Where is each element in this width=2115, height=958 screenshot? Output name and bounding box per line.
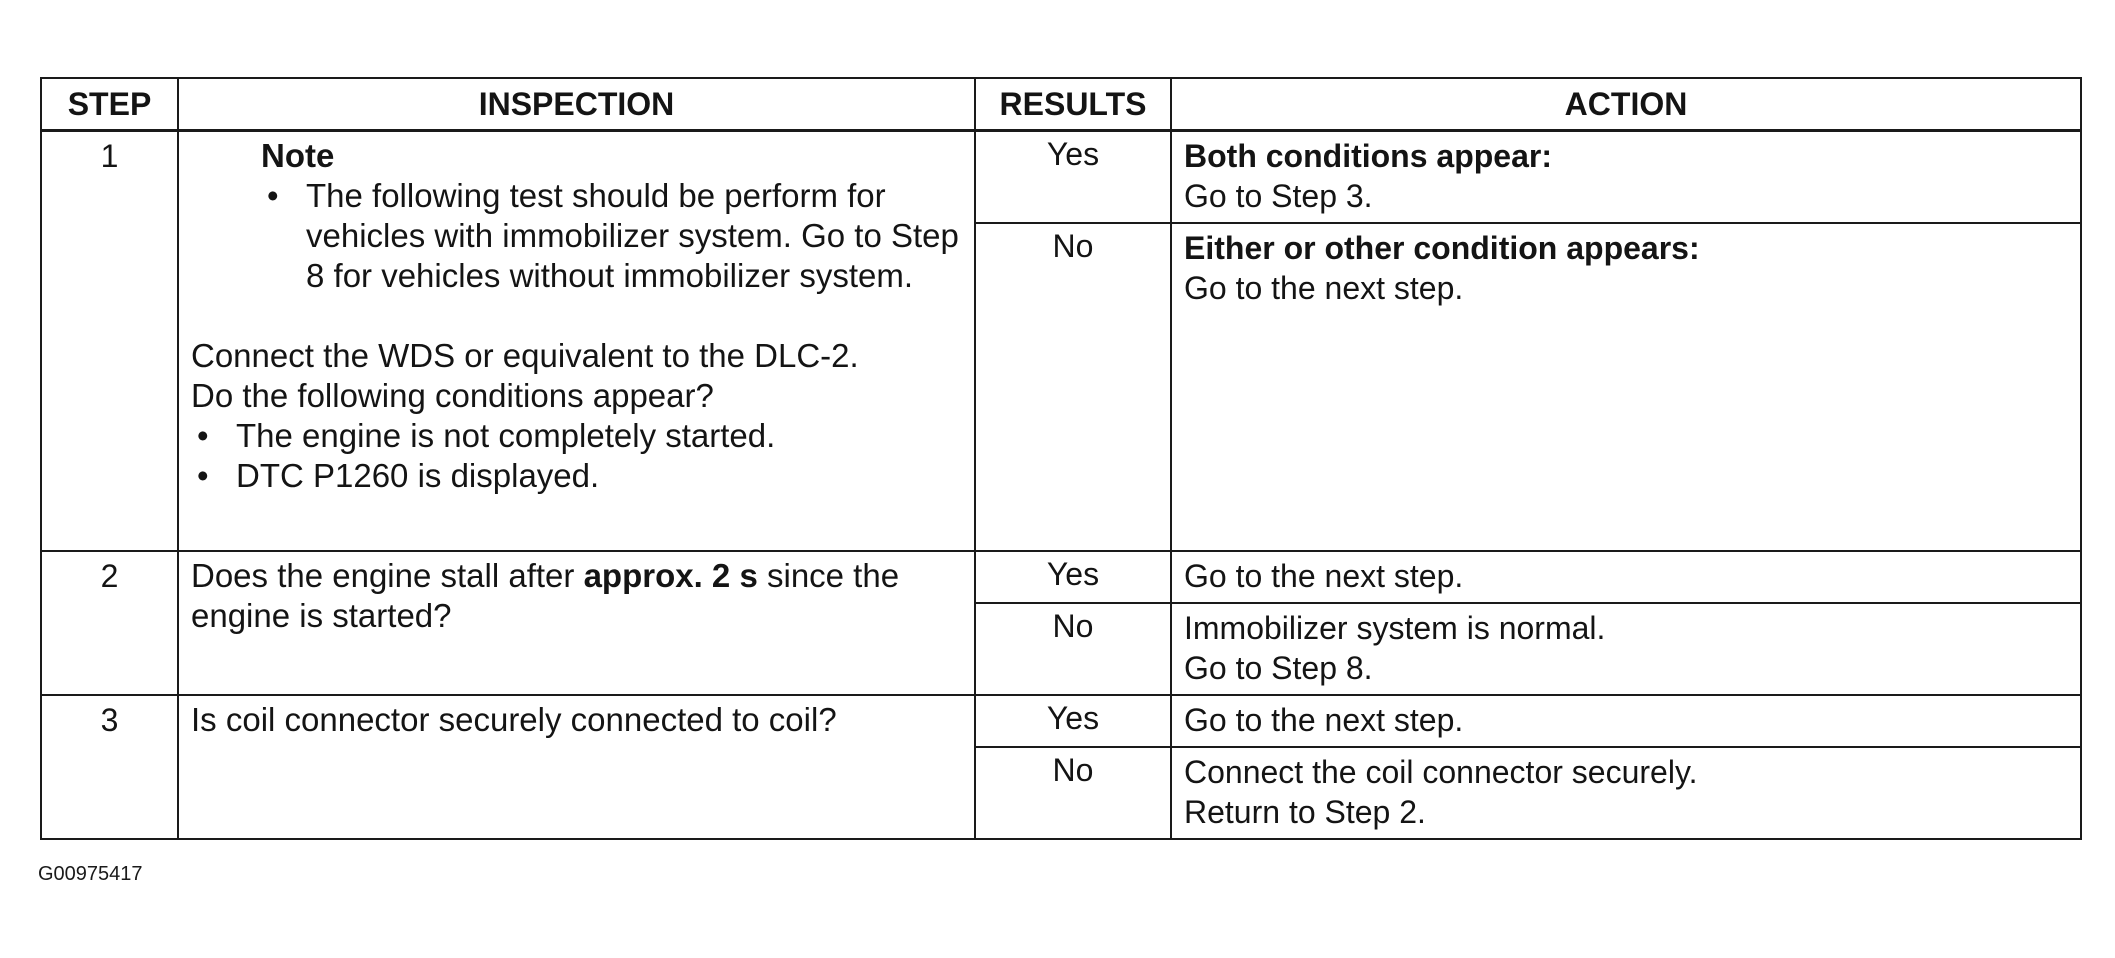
table-row — [41, 551, 2081, 603]
header-row — [41, 78, 2081, 131]
result-cell: Yes — [975, 551, 1171, 603]
condition-bullet: • DTC P1260 is displayed. — [191, 456, 962, 496]
inspection-text-bold: approx. 2 s — [583, 557, 758, 594]
action-heading: Either or other condition appears: — [1184, 230, 1700, 266]
step-number: 3 — [41, 695, 178, 839]
inspection-line: Connect the WDS or equivalent to the DLC-2. — [191, 337, 859, 374]
action-text: Return to Step 2. — [1184, 794, 1426, 830]
inspection-line: Do the following conditions appear? — [191, 377, 714, 414]
action-cell — [1171, 695, 2081, 747]
action-heading: Both conditions appear: — [1184, 138, 1552, 174]
inspection-cell — [178, 551, 975, 695]
note-block — [191, 136, 962, 296]
action-text: Go to Step 3. — [1184, 178, 1373, 214]
header-inspection: INSPECTION — [178, 78, 975, 131]
table-row — [41, 695, 2081, 747]
action-cell — [1171, 551, 2081, 603]
note-list — [191, 176, 962, 296]
inspection-cell: Is coil connector securely connected to coil? — [178, 695, 975, 839]
action-cell — [1171, 131, 2081, 224]
inspection-text-post: since the engine is started? — [191, 557, 900, 634]
table-row — [41, 131, 2081, 224]
figure-id: G00975417 — [38, 863, 143, 885]
header-action: ACTION — [1171, 78, 2081, 131]
inspection-text-pre: Does the engine stall after — [191, 557, 584, 594]
action-cell — [1171, 223, 2081, 551]
action-text: Connect the coil connector securely. — [1184, 754, 1698, 790]
condition-bullet: • The engine is not completely started. — [191, 416, 962, 456]
result-cell: Yes — [975, 695, 1171, 747]
note-bullet: • The following test should be perform for vehicles with immobilizer system. Go to Step 8 for vehicles without immobilizer system. — [261, 176, 962, 296]
result-cell: No — [975, 223, 1171, 551]
inspection-cell — [178, 131, 975, 552]
note-title: Note — [261, 137, 335, 174]
action-text: Go to the next step. — [1184, 702, 1464, 738]
action-text: Immobilizer system is normal. — [1184, 610, 1606, 646]
action-text: Go to Step 8. — [1184, 650, 1373, 686]
step-number: 2 — [41, 551, 178, 695]
header-step: STEP — [41, 78, 178, 131]
action-text: Go to the next step. — [1184, 558, 1464, 594]
diagnostic-table — [40, 77, 2082, 840]
result-cell: Yes — [975, 131, 1171, 224]
result-cell: No — [975, 603, 1171, 695]
action-text: Go to the next step. — [1184, 270, 1464, 306]
condition-list — [191, 416, 962, 496]
step-number: 1 — [41, 131, 178, 552]
action-cell — [1171, 747, 2081, 839]
action-cell — [1171, 603, 2081, 695]
header-results: RESULTS — [975, 78, 1171, 131]
result-cell: No — [975, 747, 1171, 839]
